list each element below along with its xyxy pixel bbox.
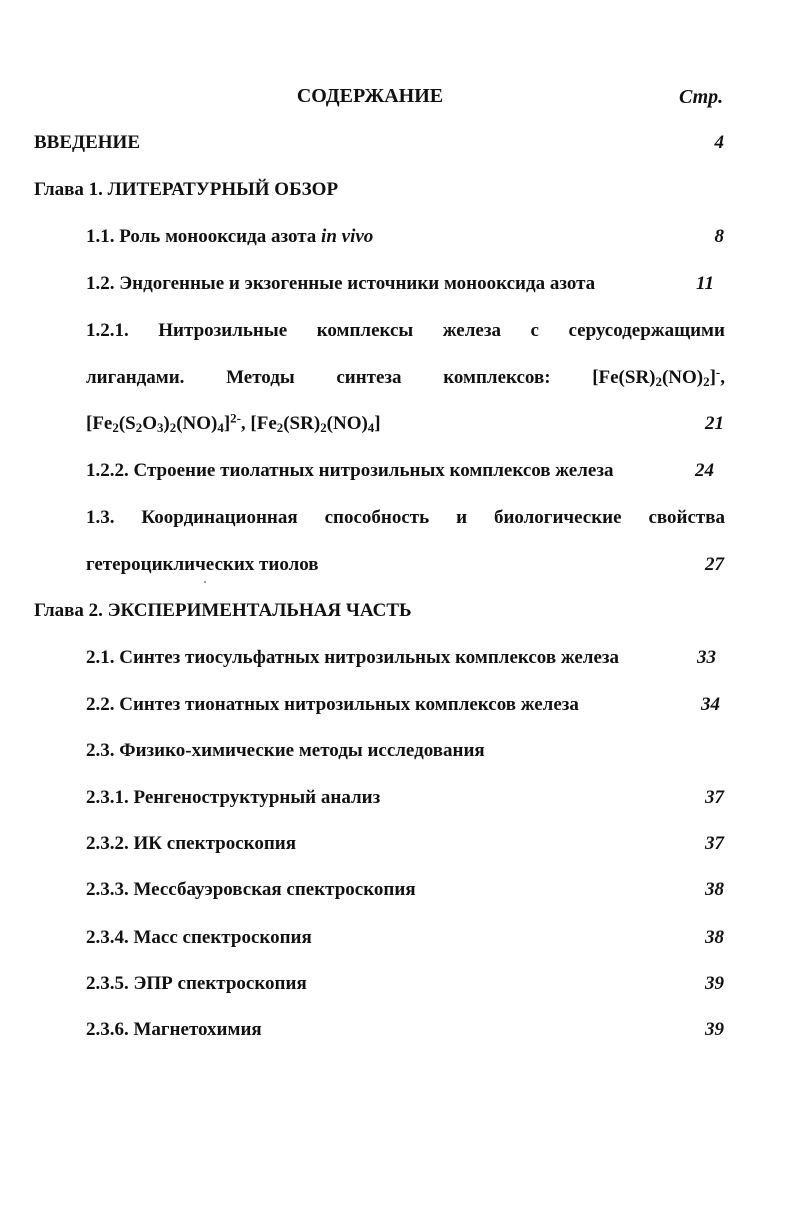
toc-entry-1-1[interactable] [86, 226, 373, 248]
toc-entry-1-3-line1[interactable] [86, 507, 725, 529]
toc-entry-1-2-1-line3[interactable] [86, 410, 381, 436]
toc-entry-1-2-2[interactable]: 1.2.2. Строение тиолатных нитрозильных комплексов железа [86, 460, 614, 481]
toc-entry-2-3-1[interactable]: 2.3.1. Ренгеноструктурный анализ [86, 787, 381, 808]
toc-entry-italic: in vivo [321, 226, 374, 247]
page-column-label: Стр. [679, 86, 724, 108]
toc-page-number: 39 [705, 1019, 724, 1040]
toc-page-number: 33 [697, 647, 716, 668]
toc-entry-2-1[interactable]: 2.1. Синтез тиосульфатных нитрозильных комплексов железа [86, 647, 620, 668]
toc-word: комплексов: [443, 367, 551, 388]
toc-page-number: 4 [714, 132, 724, 153]
toc-word: Координационная [141, 507, 298, 528]
toc-page-number: 37 [705, 833, 724, 854]
toc-entry-2-3-4[interactable]: 2.3.4. Масс спектроскопия [86, 927, 312, 948]
toc-chapter-1[interactable]: Глава 1. ЛИТЕРАТУРНЫЙ ОБЗОР [34, 179, 339, 200]
toc-word: лигандами. [86, 367, 185, 388]
formula-fe-sr-no: $[Fe(SR)_2(NO)_2]^-$, [592, 364, 725, 390]
toc-page-number: 37 [705, 787, 724, 808]
toc-word: серусодержащими [568, 320, 725, 341]
toc-chapter-2[interactable]: Глава 2. ЭКСПЕРИМЕНТАЛЬНАЯ ЧАСТЬ [34, 600, 412, 621]
toc-title: СОДЕРЖАНИЕ [296, 85, 444, 107]
formula-fe2-s2o3-no: $[Fe_2(S_2O_3)_2(NO)_4]^{2-}$, [86, 410, 246, 436]
toc-entry-2-3[interactable]: 2.3. Физико-химические методы исследования [86, 740, 485, 761]
toc-word: синтеза [336, 367, 402, 388]
toc-entry-2-3-2[interactable]: 2.3.2. ИК спектроскопия [86, 833, 297, 854]
toc-word: свойства [648, 507, 725, 528]
toc-page-number: 21 [705, 413, 724, 434]
toc-entry-2-3-5[interactable]: 2.3.5. ЭПР спектроскопия [86, 973, 307, 994]
toc-word: способность [324, 507, 430, 528]
toc-page-number: 11 [696, 273, 714, 294]
toc-page-number: 38 [705, 927, 724, 948]
toc-entry-2-3-3[interactable]: 2.3.3. Мессбауэровская спектроскопия [86, 879, 416, 900]
toc-word: комплексы [316, 320, 414, 341]
toc-page-number: 27 [705, 554, 724, 575]
toc-word: с [530, 320, 539, 341]
toc-entry-1-2[interactable]: 1.2. Эндогенные и экзогенные источники монооксида азота [86, 273, 596, 294]
toc-entry-label: 1.1. Роль монооксида азота [86, 226, 322, 247]
toc-word: 1.3. [86, 507, 115, 528]
toc-entry-2-2[interactable]: 2.2. Синтез тионатных нитрозильных комплексов железа [86, 694, 579, 715]
scan-speck [204, 581, 206, 583]
toc-word: Методы [226, 367, 295, 388]
toc-entry-1-3-line2[interactable]: гетероциклических тиолов [86, 554, 319, 575]
toc-word: Нитрозильные [158, 320, 288, 341]
toc-entry-2-3-6[interactable]: 2.3.6. Магнетохимия [86, 1019, 262, 1040]
toc-entry-1-2-1-line1[interactable] [86, 320, 725, 342]
toc-page-number: 24 [695, 460, 714, 481]
toc-entry-introduction[interactable]: ВВЕДЕНИЕ [34, 132, 140, 153]
toc-page-number: 8 [714, 226, 724, 247]
toc-word: железа [442, 320, 501, 341]
toc-page-number: 39 [705, 973, 724, 994]
toc-page-number: 38 [705, 879, 724, 900]
formula-fe2-sr-no: $[Fe_2(SR)_2(NO)_4]$ [250, 413, 381, 436]
toc-entry-1-2-1-line2[interactable] [86, 364, 725, 390]
toc-word: 1.2.1. [86, 320, 129, 341]
toc-page-number: 34 [701, 694, 720, 715]
toc-word: и [456, 507, 468, 528]
toc-word: биологические [493, 507, 622, 528]
